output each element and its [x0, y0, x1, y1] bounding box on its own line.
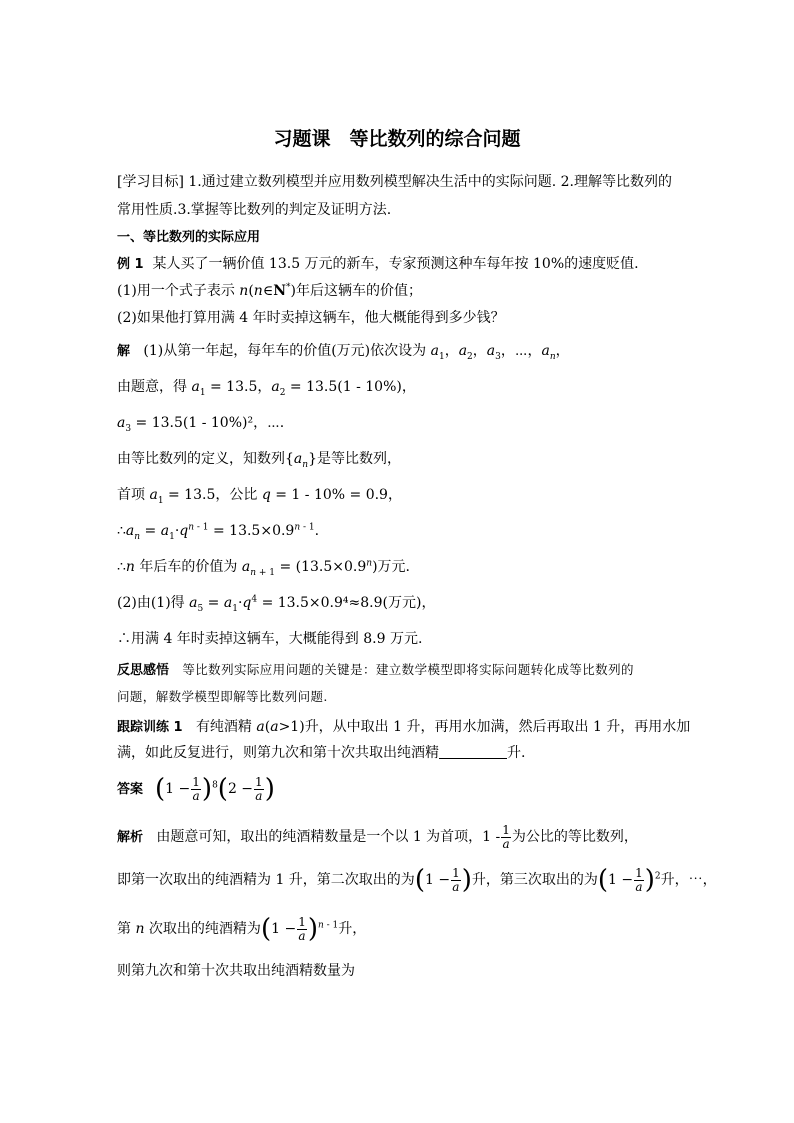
page-title: 习题课 等比数列的综合问题 — [273, 128, 521, 150]
example-label: 例 1 — [117, 257, 144, 272]
solution-label: 解 — [117, 344, 131, 359]
learning-goals-label: [学习目标] — [117, 174, 184, 190]
fraction-1-over-a: $\frac{1}{a}$ — [502, 822, 510, 851]
solution-line-4: 由等比数列的定义，知数列$\{a_n\}$是等比数列， — [117, 451, 401, 470]
solution-line-6: $\therefore a_n = a_1\cdot q^{n - 1} = 13.5\times 0.9^{n - 1}$. — [117, 522, 320, 542]
answer-label: 答案 — [117, 782, 144, 797]
fraction-1-over-a: $\frac{1}{a}$ — [298, 914, 306, 943]
fraction-1-over-a: $\frac{1}{a}$ — [452, 865, 460, 894]
answer-line: 答案 (1 − $\frac{1}{a}$ )$^8$(2 − $\frac{1}{a}$ ) — [117, 774, 275, 804]
solution-line-7: ∴n 年后车的价值为 $a_{n + 1} = (13.5\times 0.9^n)$万元. — [117, 558, 410, 578]
example-1-line: 例 1 某人买了一辆价值 13.5 万元的新车，专家预测这种车每年按 10%的速度贬值. — [117, 256, 639, 272]
example-1-question-2: (2)如果他打算用满 4 年时卖掉这辆车，他大概能得到多少钱？ — [117, 310, 505, 326]
learning-goals-line-1: [学习目标] 1.通过建立数列模型并应用数列模型解决生活中的实际问题. 2.理解等比数列的 — [117, 174, 673, 190]
answer-blank — [439, 744, 507, 759]
reflection-label: 反思感悟 — [117, 663, 170, 678]
analysis-line-1: 解析 由题意可知，取出的纯酒精数量是一个以 1 为首项，1 - $\frac{1}{a}$ 为公比的等比数列， — [117, 822, 638, 851]
fraction-1-over-a: $\frac{1}{a}$ — [635, 865, 643, 894]
solution-line-3: $a_3 = 13.5(1 - 10\%)^2$，⋯. — [117, 415, 285, 434]
solution-line-1: 解 (1)从第一年起，每年车的价值(万元)依次设为 $a_1$，$a_2$，$a_3$，⋯，$a_n$， — [117, 343, 570, 362]
fraction-1-over-a: $\frac{1}{a}$ — [192, 774, 200, 803]
solution-line-8: (2)由(1)得 $a_5 = a_1\cdot q^4 = 13.5\times 0.9^4\approx 8.9$(万元)， — [117, 594, 436, 614]
fraction-1-over-a: $\frac{1}{a}$ — [255, 774, 263, 803]
analysis-line-2: 即第一次取出的纯酒精为 1 升，第二次取出的为(1 − $\frac{1}{a}$ )升，第三次取出的为(1 − $\frac{1}{a}$ )$^2$升，⋯， — [117, 865, 717, 895]
solution-line-5: 首项 $a_1 = 13.5$，公比 q = 1 - 10% = 0.9， — [117, 487, 402, 506]
reflection-line-1: 反思感悟 等比数列实际应用问题的关键是：建立数学模型即将实际问题转化成等比数列的 — [117, 662, 634, 678]
analysis-label: 解析 — [117, 830, 144, 845]
learning-goals-line-2: 常用性质.3.掌握等比数列的判定及证明方法. — [117, 202, 392, 218]
practice-line-2: 满，如此反复进行，则第九次和第十次共取出纯酒精 升. — [117, 745, 526, 761]
analysis-line-3: 第 n 次取出的纯酒精为(1 − $\frac{1}{a}$ )$^{n - 1}$升， — [117, 914, 367, 944]
example-1-question-1: (1)用一个式子表示 n(n∈N*)年后这辆车的价值； — [117, 282, 422, 299]
practice-line-1: 跟踪训练 1 有纯酒精 a(a>1)升，从中取出 1 升，再用水加满，然后再取出 1 升，再用水加 — [117, 719, 691, 735]
practice-label: 跟踪训练 1 — [117, 720, 183, 735]
solution-line-2: 由题意，得 $a_1 = 13.5$，$a_2 = 13.5(1 - 10\%)$， — [117, 379, 416, 398]
solution-line-9: ∴用满 4 年时卖掉这辆车，大概能得到 8.9 万元. — [117, 631, 423, 647]
section-heading: 一、等比数列的实际应用 — [117, 230, 261, 245]
analysis-line-4: 则第九次和第十次共取出纯酒精数量为 — [117, 963, 355, 979]
reflection-line-2: 问题，解数学模型即解等比数列问题. — [117, 689, 328, 704]
